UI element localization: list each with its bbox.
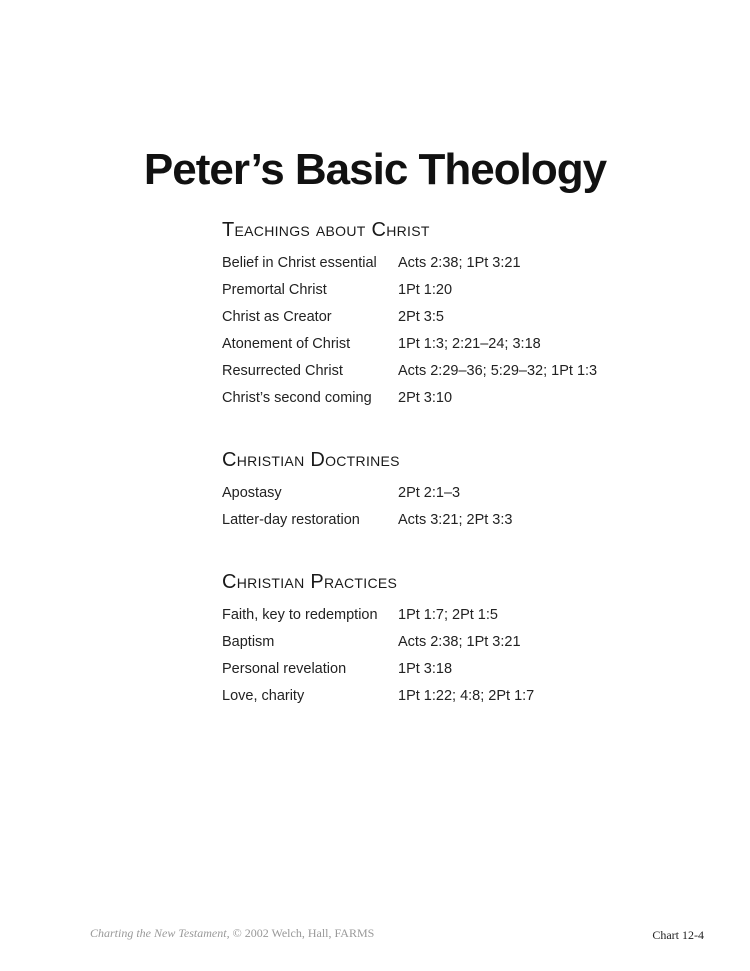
list-item xyxy=(222,507,672,534)
topic-label: Christ as Creator xyxy=(222,309,332,325)
section-teachings-about-christ xyxy=(222,216,672,412)
list-item xyxy=(222,385,672,412)
list-item xyxy=(222,250,672,277)
scripture-reference: Acts 2:38; 1Pt 3:21 xyxy=(398,255,521,271)
list-item xyxy=(222,480,672,507)
topic-label: Atonement of Christ xyxy=(222,336,351,352)
scripture-reference: Acts 2:29–36; 5:29–32; 1Pt 1:3 xyxy=(398,363,598,379)
scripture-reference: Acts 2:38; 1Pt 3:21 xyxy=(398,634,521,650)
list-item xyxy=(222,358,672,385)
topic-label: Personal revelation xyxy=(222,661,347,677)
list-item xyxy=(222,629,672,656)
section-heading: Christian Doctrines xyxy=(222,449,400,471)
list-item xyxy=(222,683,672,710)
list-item xyxy=(222,656,672,683)
scripture-reference: 1Pt 3:18 xyxy=(398,661,453,677)
scripture-reference: 2Pt 2:1–3 xyxy=(398,485,461,501)
scripture-reference: 1Pt 1:3; 2:21–24; 3:18 xyxy=(398,336,541,352)
topic-label: Latter-day restoration xyxy=(222,512,360,528)
topic-label: Apostasy xyxy=(222,485,282,501)
theology-outline xyxy=(222,216,672,744)
scripture-reference: 2Pt 3:10 xyxy=(398,390,453,406)
scripture-reference: 1Pt 1:22; 4:8; 2Pt 1:7 xyxy=(398,688,535,704)
topic-label: Faith, key to redemption xyxy=(222,607,378,623)
chart-number: Chart 12-4 xyxy=(652,928,704,942)
copyright-notice xyxy=(90,926,374,941)
topic-label: Love, charity xyxy=(222,688,305,704)
section-christian-practices xyxy=(222,568,672,710)
list-item xyxy=(222,331,672,358)
section-christian-doctrines xyxy=(222,446,672,534)
section-heading: Christian Practices xyxy=(222,571,398,593)
section-heading: Teachings about Christ xyxy=(222,219,430,241)
topic-label: Resurrected Christ xyxy=(222,363,343,379)
scripture-reference: 2Pt 3:5 xyxy=(398,309,444,325)
list-item xyxy=(222,602,672,629)
topic-label: Baptism xyxy=(222,634,275,650)
scripture-reference: 1Pt 1:7; 2Pt 1:5 xyxy=(398,607,498,623)
topic-label: Christ’s second coming xyxy=(222,390,372,406)
page-title: Peter’s Basic Theology xyxy=(143,145,607,194)
list-item xyxy=(222,304,672,331)
list-item xyxy=(222,277,672,304)
scripture-reference: 1Pt 1:20 xyxy=(398,282,453,298)
book-title: Charting the New Testament, xyxy=(90,926,230,940)
scripture-reference: Acts 3:21; 2Pt 3:3 xyxy=(398,512,513,528)
topic-label: Premortal Christ xyxy=(222,282,327,298)
copyright-text: © 2002 Welch, Hall, FARMS xyxy=(229,926,375,940)
topic-label: Belief in Christ essential xyxy=(222,255,377,271)
